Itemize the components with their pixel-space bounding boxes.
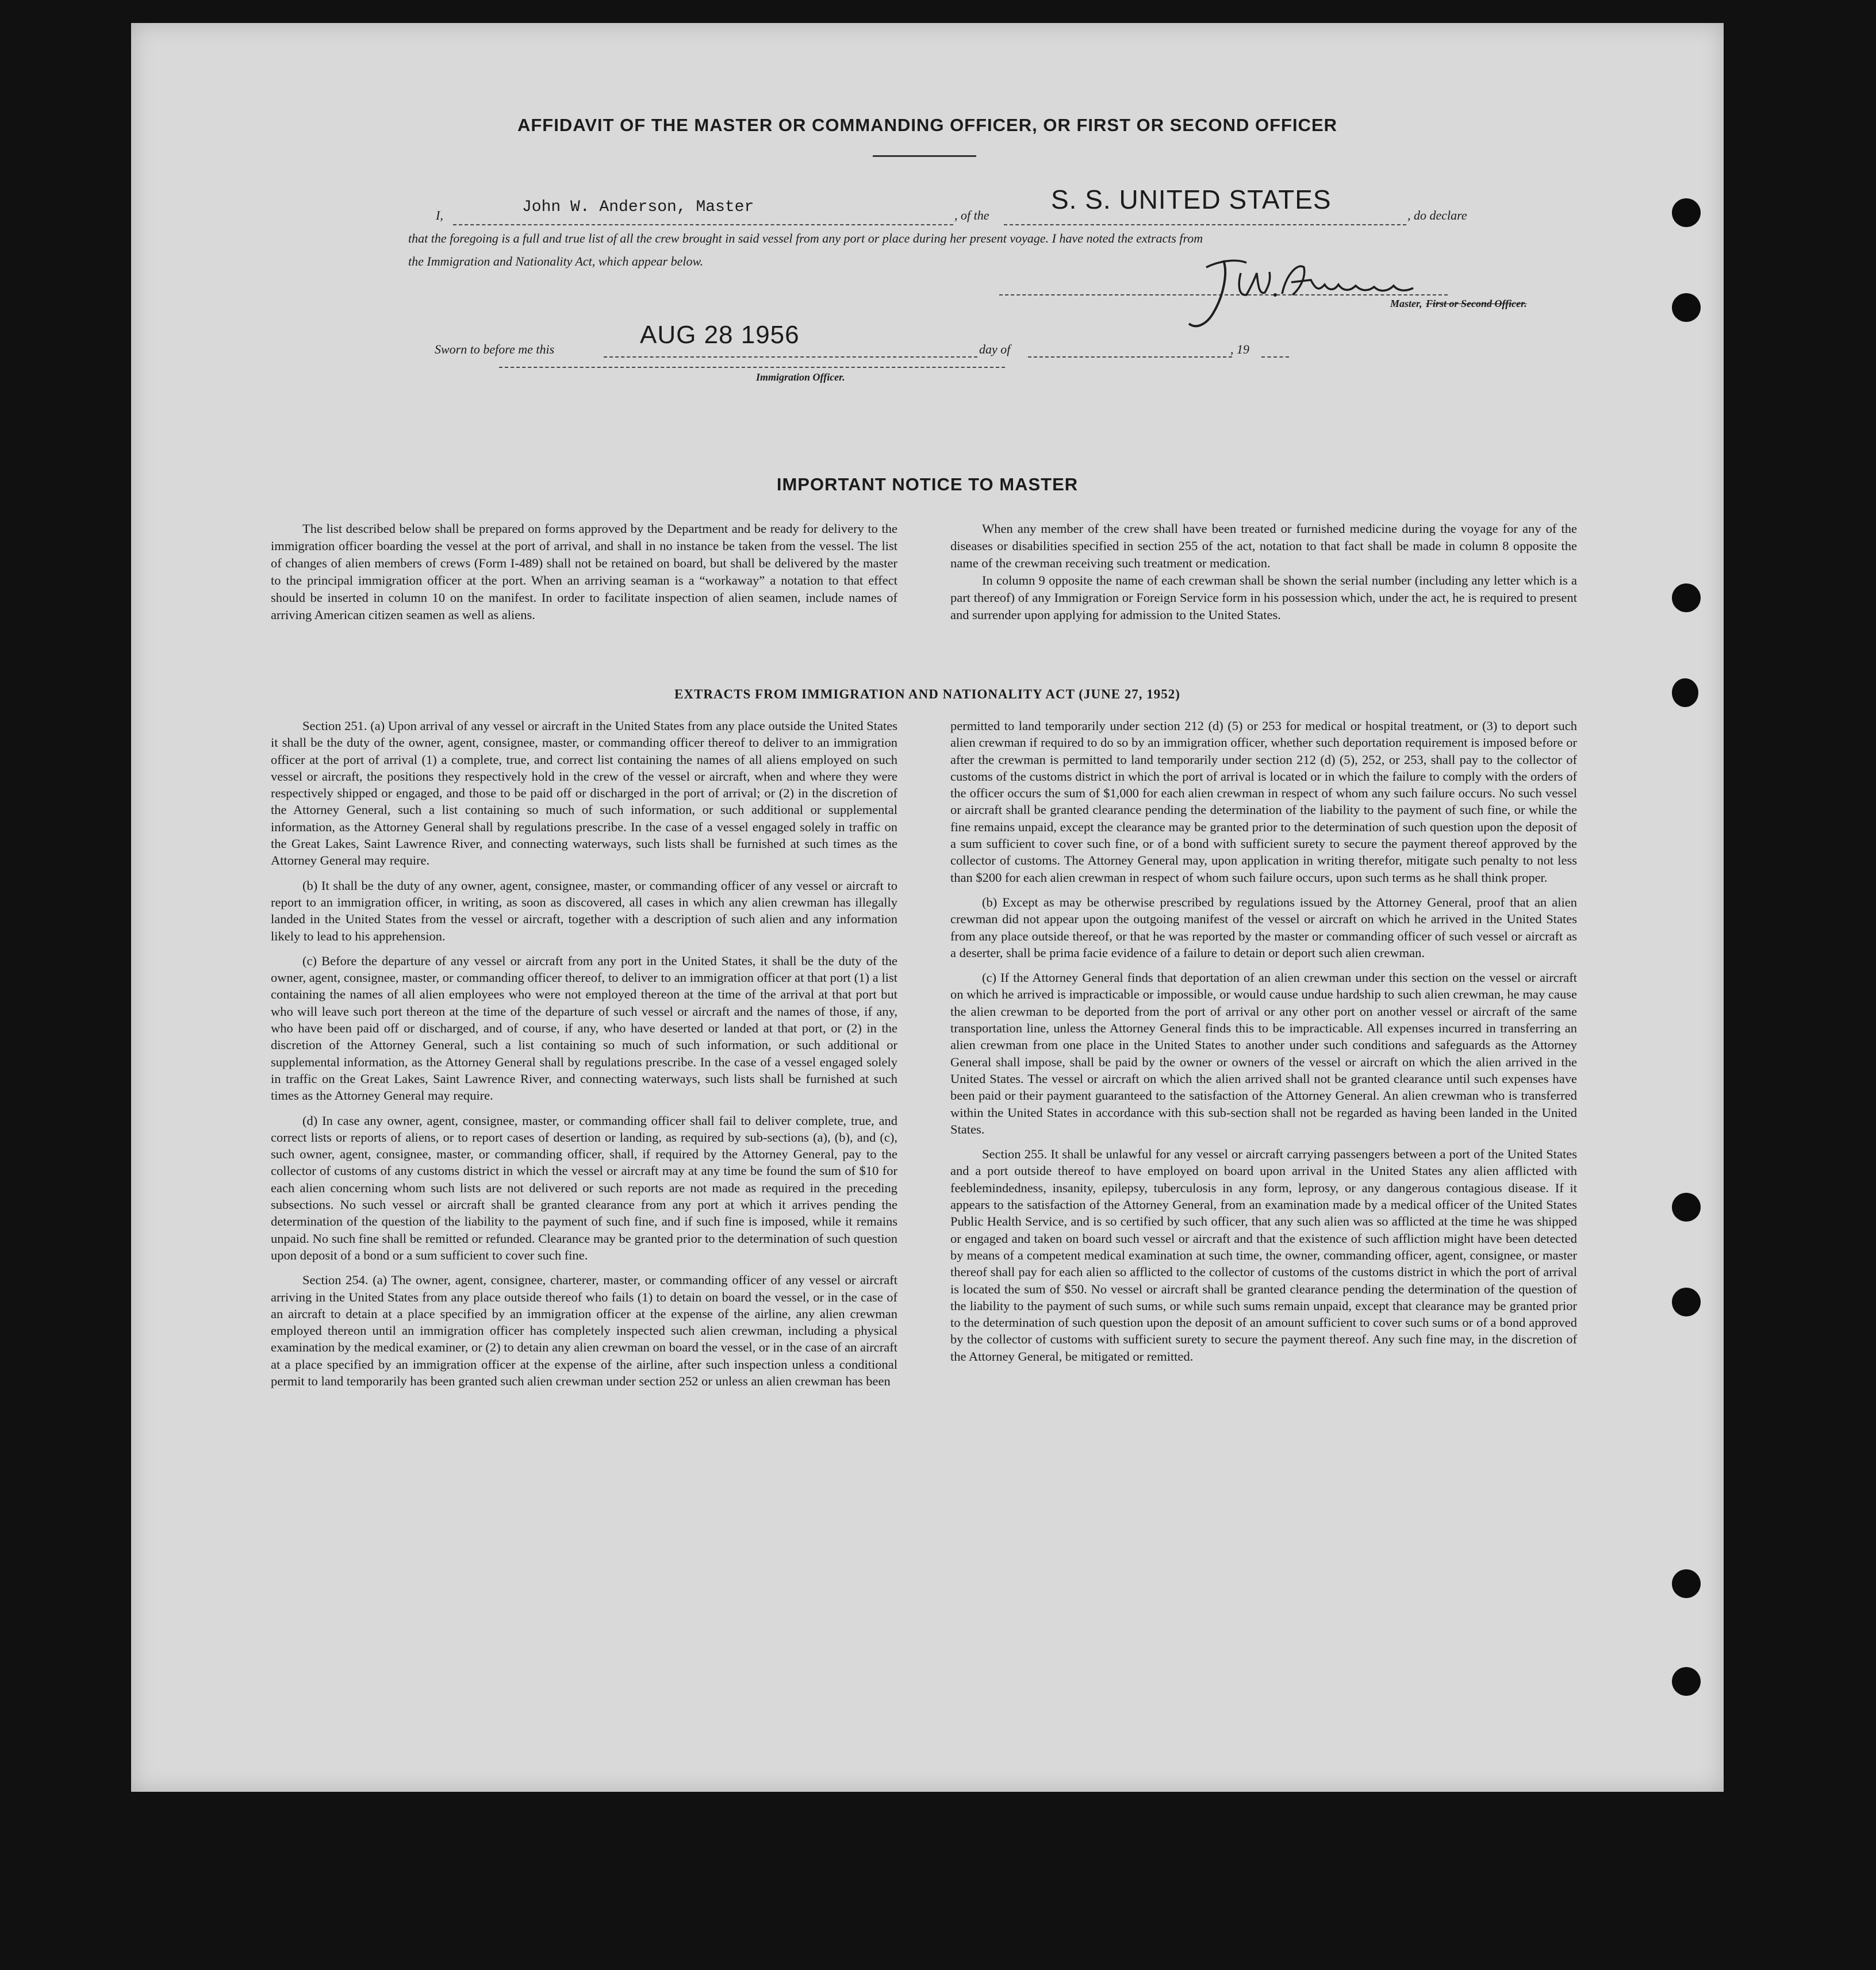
document-page xyxy=(131,23,1724,1792)
do-declare-label: , do declare xyxy=(1407,208,1467,222)
month-line xyxy=(1028,356,1232,358)
binder-hole xyxy=(1672,1569,1701,1598)
binder-hole xyxy=(1672,1667,1701,1696)
binder-hole xyxy=(1672,198,1701,227)
notice-right-paragraph-1: When any member of the crew shall have been treated or furnished medicine during the voyage for any of the diseases or disabilities specified in section 255 of the act, notation to that fact shall be made in column 8 opposite the name of the crewman receiving such treatment or medication. xyxy=(950,521,1577,570)
section-251-b: (b) It shall be the duty of any owner, agent, consignee, master, or commanding officer of any vessel or aircraft to report to an immigration officer, in writing, as soon as discovered, all cases in which any alien crewman has illegally landed in the United States from the vessel or aircraft, together with a description of such alien and any information likely to lead to his apprehension. xyxy=(271,878,897,943)
name-line xyxy=(453,224,953,225)
vessel-line xyxy=(1004,224,1406,225)
binder-hole xyxy=(1672,1193,1701,1222)
notice-right-paragraph-2: In column 9 opposite the name of each crewman shall be shown the serial number (including any letter which is a part thereof) of any Immigration or Foreign Service form in his possession which, under the act, he is required to present and surrender upon applying for admission to the United States. xyxy=(950,573,1577,622)
binder-hole xyxy=(1672,293,1701,322)
section-254-b: (b) Except as may be otherwise prescribed by regulations issued by the Attorney General, proof that an alien crewman did not appear upon the outgoing manifest of the vessel or aircraft on which he arrived in the United States from any place outside thereof, or that he was reported by the master or commanding officer of such vessel or aircraft as a deserter, shall be prima facie evidence of a failure to detain or deport such alien crewman. xyxy=(950,894,1577,960)
section-251-c: (c) Before the departure of any vessel or aircraft from any port in the United States, it shall be the duty of the owner, agent, consignee, master, or commanding officer thereof, to deliver to an immigration officer at that port (1) a list containing the names of all alien employees who were not employed thereon at the time of the arrival at that port but who will leave such port thereon at the time of the departure of such vessel or aircraft and the names of those, if any, who have been paid off or discharged, and of course, if any, who have deserted or landed at that port, or (2) in the discretion of the Attorney General, such a list containing so much of such information, or such additional or supplemental information, as the Attorney General shall by regulations prescribe. In the case of a vessel engaged solely in traffic on the Great Lakes, Saint Lawrence River, and connecting waterways, such lists shall be furnished at such times as the Attorney General may require. xyxy=(271,953,897,1103)
declaration-line-1: that the foregoing is a full and true list of all the crew brought in said vessel from any port or place during her present voyage. I have noted the extracts from xyxy=(408,231,1203,245)
officer-signature-line xyxy=(499,367,1005,368)
extracts-title: EXTRACTS FROM IMMIGRATION AND NATIONALITY ACT (JUNE 27, 1952) xyxy=(674,687,1180,701)
section-254-c: (c) If the Attorney General finds that deportation of an alien crewman under this section on the vessel or aircraft on which he arrived is impracticable or impossible, or would cause undue hardship to such alien crewman, he may cause the alien crewman to be deported from the port of arrival or any other port on another vessel or aircraft of the same transportation line, unless the Attorney General finds this to be impracticable. All expenses incurred in transferring an alien crewman from one place in the United States to another under such conditions and safeguards as the Attorney General shall impose, shall be paid by the owner or owners of the vessel or aircraft on which the alien arrived in the United States. The vessel or aircraft on which the alien arrived shall not be granted clearance until such expenses have been paid or their payment guaranteed to the satisfaction of the Attorney General. An alien crewman who is transferred within the United States in accordance with this sub-section shall not be regarded as having been landed in the United States. xyxy=(950,970,1577,1136)
sworn-date-line xyxy=(604,356,977,358)
section-254-a-continued: permitted to land temporarily under section 212 (d) (5) or 253 for medical or hospital treatment, or (3) to deport such alien crewman if required to do so by an immigration officer, whether such deportation requirement is imposed before or after the crewman is permitted to land temporarily under section 212 (d) (5), 252, or 253, shall pay to the collector of customs of the customs district in which the port of arrival is located or in which the failure to comply with the orders of the officer occurs the sum of $1,000 for each alien crewman in respect of whom any such failure occurs. No such vessel or aircraft shall be granted clearance pending the determination of the liability to the payment of such fine, or while the fine remains unpaid, except the clearance may be granted prior to the determination of such question upon the deposit of a sum sufficient to cover such fine, or of a bond with sufficient surety to secure the payment thereof approved by the collector of customs. The Attorney General may, upon application in writing therefor, mitigate such penalty to not less than $200 for each alien crewman in respect of whom such failure occurs, upon such terms as he shall think proper. xyxy=(950,719,1577,885)
year-prefix-label: , 19 xyxy=(1230,342,1249,356)
notice-right-column xyxy=(950,520,1577,624)
section-254-a: Section 254. (a) The owner, agent, consignee, charterer, master, or commanding officer of any vessel or aircraft arriving in the United States from any place outside thereof who fails (1) to detain on board the vessel, or in the case of an aircraft to detain at a place specified by an immigration officer at the expense of the airline, any alien crewman employed thereon until an immigration officer has completely inspected such alien crewman, including a physical examination by the medical examiner, or (2) to detain any alien crewman on board the vessel, or in the case of an aircraft at a place specified by an immigration officer at the expense of the airline, after such inspection unless a conditional permit to land temporarily has been granted such alien crewman under section 252 or unless an alien crewman has been xyxy=(271,1273,897,1388)
of-the-label: , of the xyxy=(954,208,989,222)
struck-officer-label: First or Second Officer. xyxy=(1426,298,1527,309)
notice-left-paragraph: The list described below shall be prepared on forms approved by the Department and be ready for delivery to the immigration officer boarding the vessel at the port of arrival, and shall in no instance be taken from the vessel. The list of changes of alien members of crews (Form I-489) shall not be retained on board, but shall be delivered by the master to the principal immigration officer at the port. When an arriving seaman is a “workaway” a notation to that effect should be inserted in column 10 on the manifest. In order to facilitate inspection of alien seamen, include names of arriving American citizen seamen as well as aliens. xyxy=(271,521,897,622)
day-of-label: day of xyxy=(979,342,1011,356)
notice-left-column xyxy=(271,520,897,624)
pre-name-label: I, xyxy=(436,208,443,222)
section-251-a: Section 251. (a) Upon arrival of any vessel or aircraft in the United States from any place outside the United States it shall be the duty of the owner, agent, consignee, master, or commanding officer thereof to deliver to an immigration officer at the port of arrival (1) a complete, true, and correct list containing the names of all aliens employed on such vessel or aircraft, the positions they respectively hold in the crew of the vessel or aircraft, when and where they were respectively shipped or engaged, and those to be paid off or discharged in the port of arrival; or (2) in the discretion of the Attorney General, such a list containing so much of such information, or such additional or supplemental information, as the Attorney General shall by regulations prescribe. In the case of a vessel engaged solely in traffic on the Great Lakes, Saint Lawrence River, and connecting waterways, such lists shall be furnished at such times as the Attorney General may require. xyxy=(271,719,897,868)
binder-hole xyxy=(1672,1288,1701,1316)
extracts-right-column xyxy=(950,717,1577,1373)
extracts-left-column xyxy=(271,717,897,1397)
vessel-name-stamp: S. S. UNITED STATES xyxy=(1051,185,1332,214)
declaration-line-2: the Immigration and Nationality Act, which appear below. xyxy=(408,254,704,268)
section-251-d: (d) In case any owner, agent, consignee, master, or commanding officer shall fail to deliver complete, true, and correct lists or reports of aliens, or to report cases of desertion or landing, as required by sub-sections (a), (b), and (c), such owner, agent, consignee, master, or commanding officer, shall, if required by the Attorney General, pay to the collector of customs of any customs district in which the vessel or aircraft may at any time be found the sum of $10 for each alien concerning whom such lists are not delivered or such reports are not made as required in the preceding subsections. No such vessel or aircraft shall be granted clearance from any port at which it arrives pending the determination of the question of the liability to the payment of such fine, and if such fine is imposed, while it remains unpaid. No such fine shall be remitted or refunded. Clearance may be granted prior to the determination of such question upon deposit of a bond or a sum sufficient to cover such fine. xyxy=(271,1113,897,1262)
notice-title: IMPORTANT NOTICE TO MASTER xyxy=(776,474,1079,494)
year-line xyxy=(1261,356,1289,358)
master-signature xyxy=(1183,250,1425,336)
sworn-date-stamp: AUG 28 1956 xyxy=(640,321,800,349)
master-label: Master, xyxy=(1390,298,1422,309)
immigration-officer-label: Immigration Officer. xyxy=(756,371,845,383)
affidavit-title: AFFIDAVIT OF THE MASTER OR COMMANDING OFFICER, OR FIRST OR SECOND OFFICER xyxy=(517,115,1338,135)
section-255: Section 255. It shall be unlawful for any vessel or aircraft carrying passengers between a port of the United States and a port outside thereof to have employed on board upon arrival in the United States any alien afflicted with feeblemindedness, insanity, epilepsy, tuberculosis in any form, leprosy, or any dangerous contagious disease. If it appears to the satisfaction of the Attorney General, from an examination made by a medical officer of the United States Public Health Service, and is so certified by such officer, that any such alien was so afflicted at the time he was shipped or engaged and taken on board such vessel or aircraft and that the existence of such affliction might have been detected by means of a competent medical examination at such time, the owner, commanding officer, agent, consignee, or master thereof shall pay for each alien so afflicted to the collector of customs of the customs district in which the port of arrival is located the sum of $50. No vessel or aircraft shall be granted clearance pending the determination of the question of the liability to the payment of such sums, or while such sums remain unpaid, except that clearance may be granted prior to the determination of such question upon the deposit of an amount sufficient to cover such sums or of a bond approved by the collector of customs with sufficient surety to secure the payment thereof. Any such fine may, in the discretion of the Attorney General, be mitigated or remitted. xyxy=(950,1147,1577,1364)
master-name-field: John W. Anderson, Master xyxy=(522,198,754,216)
binder-hole xyxy=(1672,583,1701,612)
sworn-label: Sworn to before me this xyxy=(435,342,555,356)
binder-hole xyxy=(1672,678,1698,707)
title-rule xyxy=(873,155,976,157)
